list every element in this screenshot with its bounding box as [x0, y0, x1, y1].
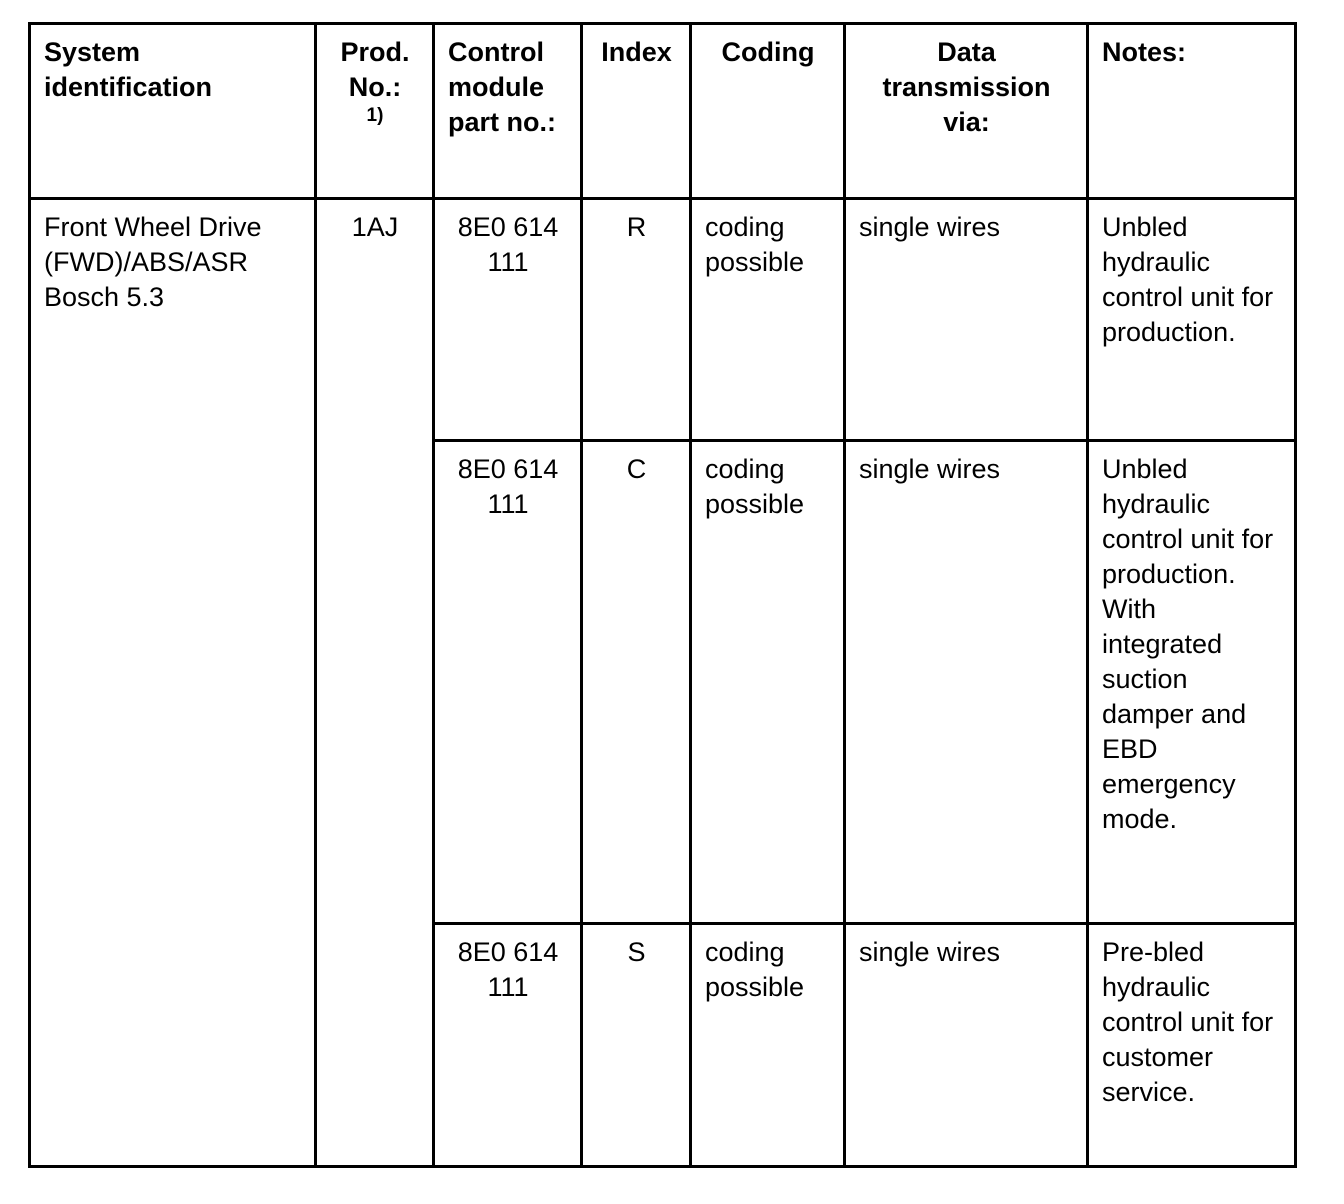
header-index — [582, 24, 691, 199]
system-identification-cell: Front Wheel Drive (FWD)/ABS/ASR Bosch 5.3 — [30, 199, 316, 1167]
transmission-cell: single wires — [845, 441, 1088, 924]
header-control-module-part-no — [434, 24, 582, 199]
coding-cell: coding possible — [691, 924, 845, 1167]
header-row — [30, 24, 1296, 199]
header-coding-label: Coding — [721, 37, 815, 67]
transmission-cell: single wires — [845, 924, 1088, 1167]
notes-cell: Unbled hydraulic control unit for production. — [1088, 199, 1296, 441]
coding-cell: coding possible — [691, 441, 845, 924]
transmission-cell: single wires — [845, 199, 1088, 441]
part-no-cell: 8E0 614 111 — [434, 924, 582, 1167]
header-prod-no-label: Prod. No.: — [340, 37, 410, 102]
index-cell: C — [582, 441, 691, 924]
index-cell: R — [582, 199, 691, 441]
header-index-label: Index — [601, 37, 672, 67]
header-data-transmission — [845, 24, 1088, 199]
notes-cell: Unbled hydraulic control unit for production. With integrated suction damper and EBD emergency mode. — [1088, 441, 1296, 924]
notes-cell: Pre-bled hydraulic control unit for customer service. — [1088, 924, 1296, 1167]
part-no-cell: 8E0 614 111 — [434, 441, 582, 924]
coding-cell: coding possible — [691, 199, 845, 441]
index-cell: S — [582, 924, 691, 1167]
prod-no-cell: 1AJ — [316, 199, 434, 1167]
header-prod-no — [316, 24, 434, 199]
header-coding — [691, 24, 845, 199]
table-row — [30, 199, 1296, 441]
header-data-transmission-label: Data transmission via: — [882, 37, 1051, 137]
header-system-identification-label: System identification — [44, 37, 212, 102]
header-notes — [1088, 24, 1296, 199]
part-no-cell: 8E0 614 111 — [434, 199, 582, 441]
header-prod-no-footnote: 1) — [366, 105, 384, 126]
header-system-identification — [30, 24, 316, 199]
header-control-module-label: Control module part no.: — [448, 37, 556, 137]
control-module-table — [28, 22, 1297, 1168]
header-notes-label: Notes: — [1102, 37, 1187, 67]
